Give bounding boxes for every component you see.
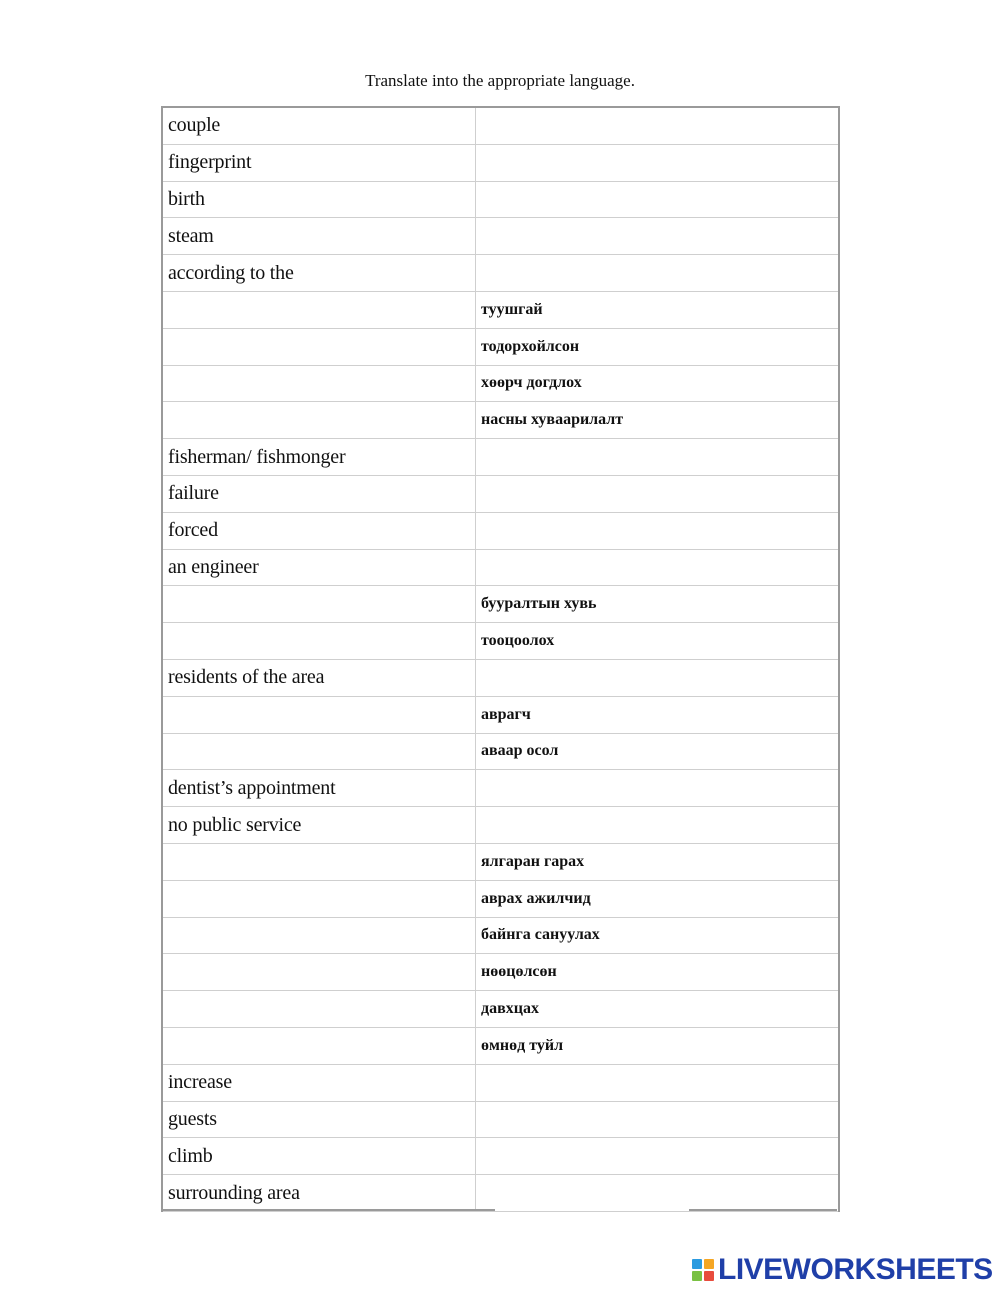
table-row — [162, 917, 839, 954]
mongolian-answer-cell[interactable] — [476, 255, 840, 292]
table-row — [162, 439, 839, 476]
table-row — [162, 218, 839, 255]
mongolian-answer-cell[interactable] — [476, 549, 840, 586]
english-term-cell: increase — [162, 1064, 476, 1101]
mongolian-answer-cell[interactable] — [476, 512, 840, 549]
english-answer-cell[interactable] — [162, 623, 476, 660]
english-term-cell: an engineer — [162, 549, 476, 586]
mongolian-term-cell: байнга сануулах — [476, 917, 840, 954]
english-term-cell: climb — [162, 1138, 476, 1175]
table-row — [162, 181, 839, 218]
table-row — [162, 144, 839, 181]
table-row — [162, 328, 839, 365]
english-term-cell: no public service — [162, 807, 476, 844]
mongolian-term-cell: давхцах — [476, 991, 840, 1028]
table-row — [162, 733, 839, 770]
mongolian-term-cell: туушгай — [476, 291, 840, 328]
mongolian-answer-cell[interactable] — [476, 144, 840, 181]
mongolian-term-cell: тооцоолох — [476, 623, 840, 660]
english-answer-cell[interactable] — [162, 991, 476, 1028]
english-term-cell: residents of the area — [162, 659, 476, 696]
table-row — [162, 843, 839, 880]
english-term-cell: fisherman/ fishmonger — [162, 439, 476, 476]
mongolian-answer-cell[interactable] — [476, 807, 840, 844]
mongolian-answer-cell[interactable] — [476, 1101, 840, 1138]
worksheet-instruction: Translate into the appropriate language. — [365, 71, 635, 90]
logo-square-icon — [704, 1271, 714, 1281]
mongolian-answer-cell[interactable] — [476, 218, 840, 255]
english-answer-cell[interactable] — [162, 696, 476, 733]
english-answer-cell[interactable] — [162, 843, 476, 880]
mongolian-term-cell: аврах ажилчид — [476, 880, 840, 917]
english-answer-cell[interactable] — [162, 917, 476, 954]
vocabulary-table-body — [162, 107, 839, 1211]
logo-square-icon — [692, 1259, 702, 1269]
table-row — [162, 586, 839, 623]
english-answer-cell[interactable] — [162, 1027, 476, 1064]
mongolian-term-cell: нөөцөлсөн — [476, 954, 840, 991]
mongolian-term-cell: аврагч — [476, 696, 840, 733]
table-row — [162, 475, 839, 512]
table-row — [162, 1027, 839, 1064]
logo-text: LIVEWORKSHEETS — [718, 1253, 993, 1286]
table-row — [162, 991, 839, 1028]
mongolian-term-cell: бууралтын хувь — [476, 586, 840, 623]
mongolian-term-cell: ялгаран гарах — [476, 843, 840, 880]
english-term-cell: fingerprint — [162, 144, 476, 181]
table-row — [162, 880, 839, 917]
mongolian-answer-cell[interactable] — [476, 1064, 840, 1101]
mongolian-answer-cell[interactable] — [476, 770, 840, 807]
table-bottom-border-left — [161, 1209, 495, 1211]
english-answer-cell[interactable] — [162, 880, 476, 917]
table-row — [162, 696, 839, 733]
table-row — [162, 291, 839, 328]
mongolian-answer-cell[interactable] — [476, 1138, 840, 1175]
english-term-cell: steam — [162, 218, 476, 255]
mongolian-term-cell: өмнөд туйл — [476, 1027, 840, 1064]
table-row — [162, 1138, 839, 1175]
mongolian-answer-cell[interactable] — [476, 659, 840, 696]
table-row — [162, 107, 839, 144]
english-term-cell: forced — [162, 512, 476, 549]
english-term-cell: guests — [162, 1101, 476, 1138]
mongolian-answer-cell[interactable] — [476, 475, 840, 512]
table-row — [162, 623, 839, 660]
english-term-cell: birth — [162, 181, 476, 218]
logo-square-icon — [704, 1259, 714, 1269]
table-row — [162, 365, 839, 402]
english-answer-cell[interactable] — [162, 328, 476, 365]
table-row — [162, 255, 839, 292]
mongolian-term-cell: насны хуваарилалт — [476, 402, 840, 439]
mongolian-answer-cell[interactable] — [476, 181, 840, 218]
liveworksheets-logo — [692, 1255, 993, 1285]
table-row — [162, 807, 839, 844]
english-answer-cell[interactable] — [162, 733, 476, 770]
table-row — [162, 1101, 839, 1138]
table-row — [162, 954, 839, 991]
table-bottom-border-right — [689, 1209, 837, 1211]
mongolian-term-cell: тодорхойлсон — [476, 328, 840, 365]
english-answer-cell[interactable] — [162, 954, 476, 991]
table-row — [162, 1064, 839, 1101]
table-row — [162, 402, 839, 439]
mongolian-term-cell: аваар осол — [476, 733, 840, 770]
english-term-cell: dentist’s appointment — [162, 770, 476, 807]
vocabulary-table — [161, 106, 840, 1212]
mongolian-answer-cell[interactable] — [476, 107, 840, 144]
mongolian-answer-cell[interactable] — [476, 1175, 840, 1212]
english-term-cell: according to the — [162, 255, 476, 292]
english-answer-cell[interactable] — [162, 402, 476, 439]
table-row — [162, 512, 839, 549]
logo-square-icon — [692, 1271, 702, 1281]
english-term-cell: failure — [162, 475, 476, 512]
mongolian-answer-cell[interactable] — [476, 439, 840, 476]
table-row — [162, 1175, 839, 1212]
table-row — [162, 659, 839, 696]
english-answer-cell[interactable] — [162, 291, 476, 328]
english-answer-cell[interactable] — [162, 586, 476, 623]
english-term-cell: couple — [162, 107, 476, 144]
mongolian-term-cell: хөөрч догдлох — [476, 365, 840, 402]
table-row — [162, 549, 839, 586]
table-row — [162, 770, 839, 807]
english-answer-cell[interactable] — [162, 365, 476, 402]
english-term-cell: surrounding area — [162, 1175, 476, 1212]
liveworksheets-logo-icon — [692, 1259, 714, 1281]
